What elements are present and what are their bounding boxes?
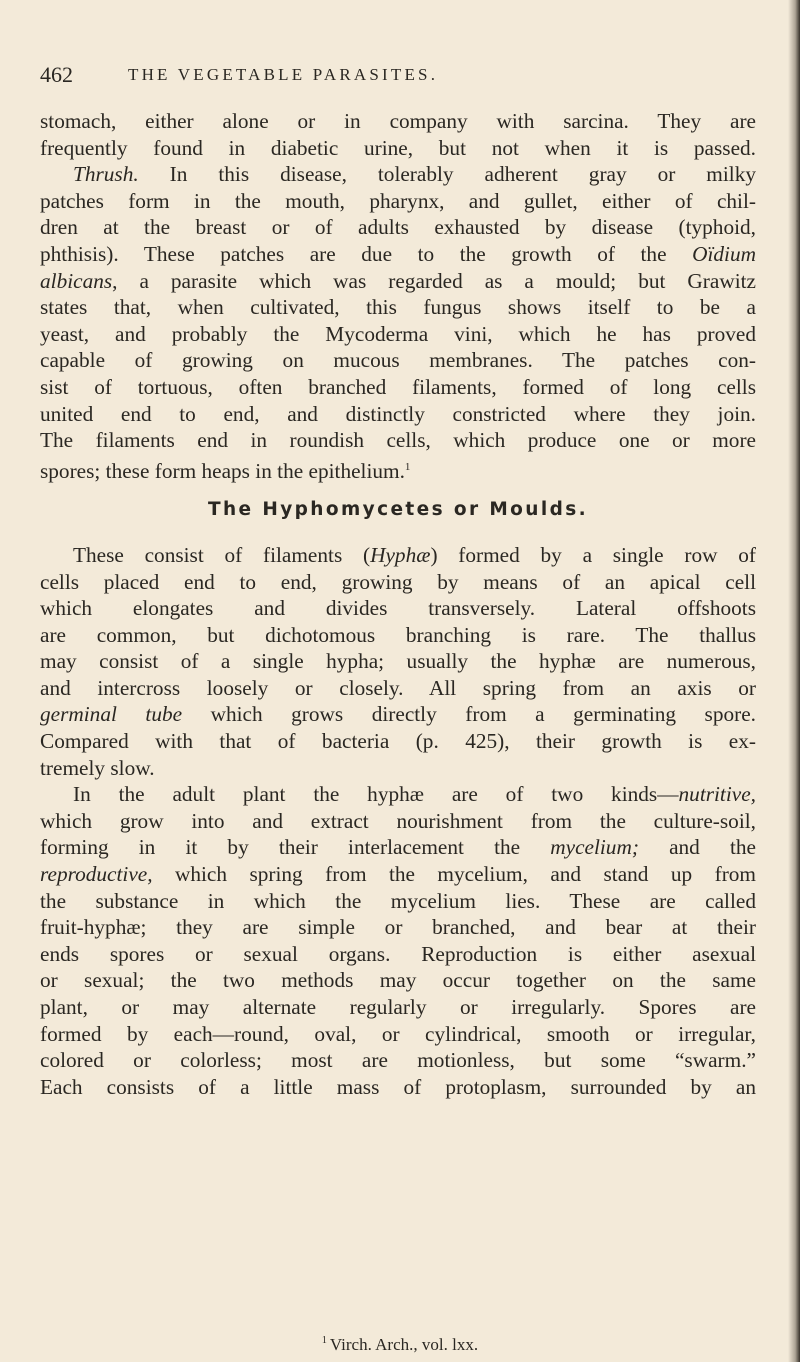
text-run: phthisis). These patches are due to the growth of the (40, 241, 693, 266)
italic-term: germinal tube (40, 702, 183, 727)
text-line: fruit-hyphæ; they are simple or branched, and bear at their (40, 915, 756, 940)
text-line (40, 161, 756, 188)
footnote-text: Virch. Arch., vol. lxx. (329, 1335, 479, 1354)
text-line (40, 542, 756, 569)
text-run: spores; these form heaps in the epithelium. (40, 458, 405, 483)
text-line: are common, but dichotomous branching is rare. The thallus (40, 622, 756, 647)
text-line: tremely slow. (40, 755, 155, 780)
text-run: In this disease, tolerably adherent gray or milky (138, 162, 756, 187)
text-line (40, 861, 756, 888)
body-text (40, 108, 756, 1100)
text-line: ends spores or sexual organs. Reproduction is either asexual (40, 941, 756, 966)
text-line (40, 834, 756, 861)
italic-term: albicans (40, 268, 113, 293)
text-run: which grows directly from a germinating spore. (182, 702, 756, 727)
text-line (40, 781, 756, 808)
text-run: In the adult plant the hyphæ are of two kinds— (73, 782, 679, 807)
text-line (40, 701, 756, 728)
text-run: ) formed by a single row of (430, 542, 756, 567)
text-line: frequently found in diabetic urine, but not when it is passed. (40, 135, 756, 160)
text-line: The filaments end in roundish cells, which produce one or more (40, 428, 756, 453)
text-line: formed by each—round, oval, or cylindrical, smooth or irregular, (40, 1021, 756, 1046)
page-header (40, 62, 760, 92)
footnote-mark: 1 (321, 1335, 327, 1347)
italic-term: Hyphæ (370, 542, 431, 567)
text-line: yeast, and probably the Mycoderma vini, which he has proved (40, 321, 756, 346)
text-line: Compared with that of bacteria (p. 425), their growth is ex- (40, 729, 756, 754)
italic-term: Thrush. (73, 162, 139, 187)
footnote-reference: 1 (404, 460, 411, 473)
text-line (40, 454, 756, 481)
text-line: dren at the breast or of adults exhausted by disease (typhoid, (40, 215, 756, 240)
section-heading: The Hyphomycetes or Moulds. (207, 499, 589, 521)
text-line: united end to end, and distinctly constricted where they join. (40, 401, 756, 426)
text-line: sist of tortuous, often branched filaments, formed of long cells (40, 374, 756, 399)
text-run: and the (638, 835, 756, 860)
text-line (40, 268, 756, 295)
text-run: , a parasite which was regarded as a mould; but Grawitz (112, 268, 756, 293)
text-line: and intercross loosely or closely. All spring from an axis or (40, 675, 756, 700)
text-line: may consist of a single hypha; usually the hyphæ are numerous, (40, 649, 756, 674)
running-head: THE VEGETABLE PARASITES. (128, 65, 439, 84)
text-line: cells placed end to end, growing by means of an apical cell (40, 569, 756, 594)
page-edge-shadow (788, 0, 800, 1362)
italic-term: reproductive, (40, 862, 153, 887)
text-line: plant, or may alternate regularly or irregularly. Spores are (40, 995, 756, 1019)
text-line: capable of growing on mucous membranes. The patches con- (40, 348, 756, 373)
text-line: which elongates and divides transversely. Lateral offshoots (40, 596, 756, 621)
italic-term: Oïdium (692, 241, 756, 266)
text-run: forming in it by their interlacement the (40, 835, 551, 860)
text-run: These consist of filaments ( (73, 542, 371, 567)
text-line: which grow into and extract nourishment from the culture-soil, (40, 808, 756, 833)
text-line: the substance in which the mycelium lies. These are called (40, 888, 756, 913)
text-line: Each consists of a little mass of protoplasm, surrounded by an (40, 1074, 756, 1099)
text-line: or sexual; the two methods may occur together on the same (40, 968, 756, 993)
italic-term: mycelium; (550, 835, 639, 860)
footnote (0, 1335, 800, 1355)
text-line: colored or colorless; most are motionless, but some “swarm.” (40, 1048, 756, 1073)
text-line: patches form in the mouth, pharynx, and gullet, either of chil- (40, 188, 756, 213)
text-run: which spring from the mycelium, and stand up from (152, 862, 756, 887)
italic-term: nutritive, (678, 782, 756, 807)
page-number: 462 (40, 62, 73, 87)
text-line: states that, when cultivated, this fungus shows itself to be a (40, 295, 756, 320)
text-line (40, 241, 756, 268)
text-line: stomach, either alone or in company with sarcina. They are (40, 109, 756, 133)
